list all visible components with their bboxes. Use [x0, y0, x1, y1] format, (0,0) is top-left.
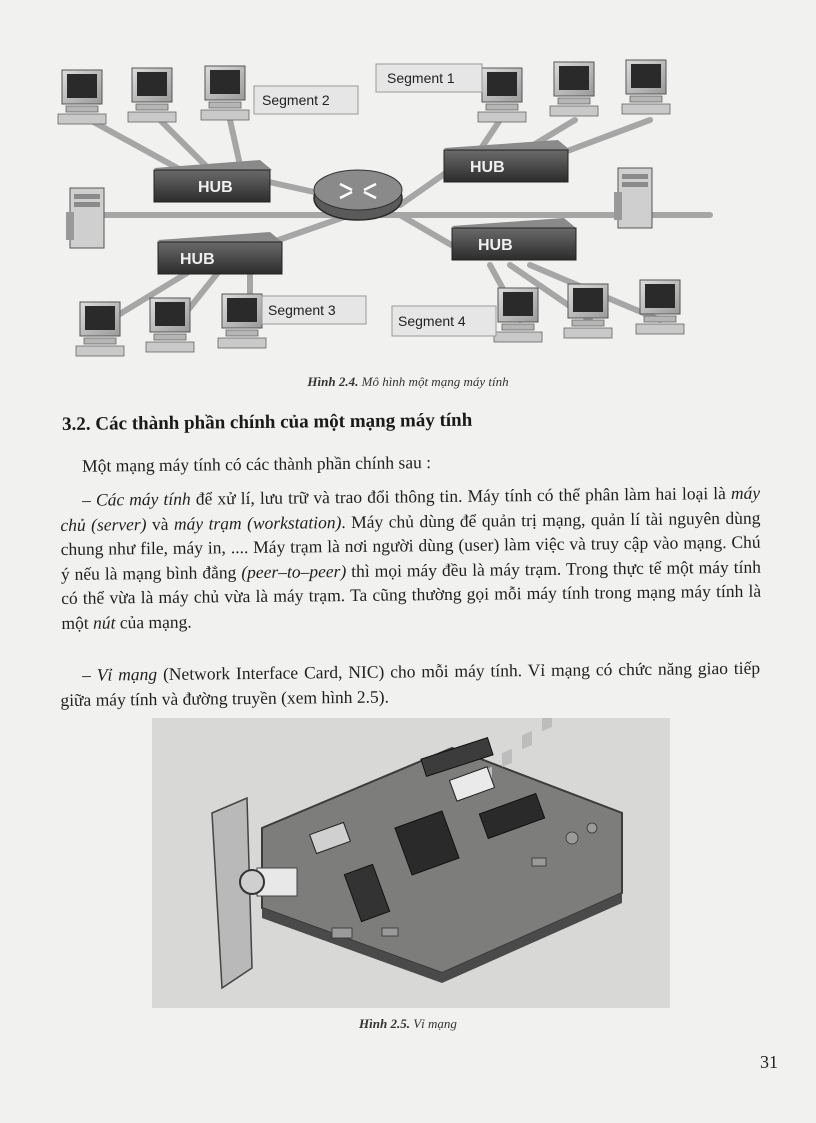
hub-bottom-right — [452, 218, 576, 260]
list-dash: – — [82, 664, 91, 685]
hub-label: HUB — [198, 179, 233, 196]
svg-text:Segment 1: Segment 1 — [387, 70, 455, 86]
term-workstation: máy trạm — [173, 512, 242, 534]
list-dash: – — [82, 489, 91, 510]
text-segment: và — [151, 513, 169, 534]
caption-label: Hình 2.5. — [359, 1016, 410, 1031]
caption-text: Mô hình một mạng máy tính — [361, 374, 509, 389]
paragraph-computers — [60, 481, 762, 635]
text-segment: thì mọi máy đều là máy trạm. Trong thực tế một máy tính có thể vừa là máy chủ vừa là máy trạm. Ta cũng thường gọi mỗi máy tính trong mạng máy tính là một — [61, 556, 762, 633]
hub-top-right — [444, 140, 570, 182]
segment-label-2 — [254, 86, 358, 114]
term-nic: Vỉ mạng — [96, 663, 158, 685]
text-segment: . Máy chủ dùng để quản trị mạng, quản lí tài nguyên dùng chung như file, máy in, .... Máy trạm là nơi người dùng (user) làm việc và truy cập vào mạng. Chú ý nếu là mạng bình đẳng — [60, 507, 761, 584]
hub-label: HUB — [478, 237, 513, 254]
paragraph-nic — [60, 656, 760, 712]
router — [314, 170, 402, 220]
svg-text:Segment 2: Segment 2 — [262, 92, 330, 108]
segment-label-3 — [262, 296, 366, 324]
intro-text: Một mạng máy tính có các thành phần chính sau : — [82, 452, 432, 476]
term-computers: Các máy tính — [95, 488, 191, 510]
text-segment: của mạng. — [119, 611, 192, 632]
term-peer-to-peer: (peer–to–peer) — [241, 560, 347, 582]
hub-label: HUB — [470, 159, 505, 176]
text-segment: để xử lí, lưu trữ và trao đổi thông tin. Máy tính có thể phân làm hai loại là — [195, 483, 726, 509]
hub-bottom-left — [158, 232, 282, 274]
hub-label: HUB — [180, 251, 215, 268]
network-card-illustration — [152, 718, 670, 1008]
text-segment: (Network Interface Card, NIC) cho mỗi máy tính. Vỉ mạng có chức năng giao tiếp giữa máy tính và đường truyền (xem hình 2.5). — [60, 657, 761, 710]
caption-label: Hình 2.4. — [307, 374, 359, 389]
segment-label-1 — [376, 64, 482, 92]
term-server-en: (server) — [91, 513, 147, 535]
intro-paragraph — [60, 447, 760, 479]
term-workstation-en: (workstation) — [246, 511, 342, 533]
network-diagram-figure — [50, 40, 750, 370]
segment-label-4 — [392, 306, 496, 336]
caption-text: Vỉ mạng — [413, 1016, 457, 1031]
network-diagram — [50, 40, 750, 370]
page-number: 31 — [760, 1052, 778, 1072]
svg-text:Segment 3: Segment 3 — [268, 302, 336, 318]
term-server: máy chủ — [60, 482, 761, 535]
section-heading: 3.2. Các thành phần chính của một mạng máy tính — [62, 409, 473, 435]
nic-photo-figure — [152, 718, 670, 1008]
figure-2-4-caption — [0, 374, 816, 390]
term-node: nút — [92, 611, 116, 633]
svg-text:Segment 4: Segment 4 — [398, 313, 466, 329]
figure-2-5-caption — [0, 1016, 816, 1032]
